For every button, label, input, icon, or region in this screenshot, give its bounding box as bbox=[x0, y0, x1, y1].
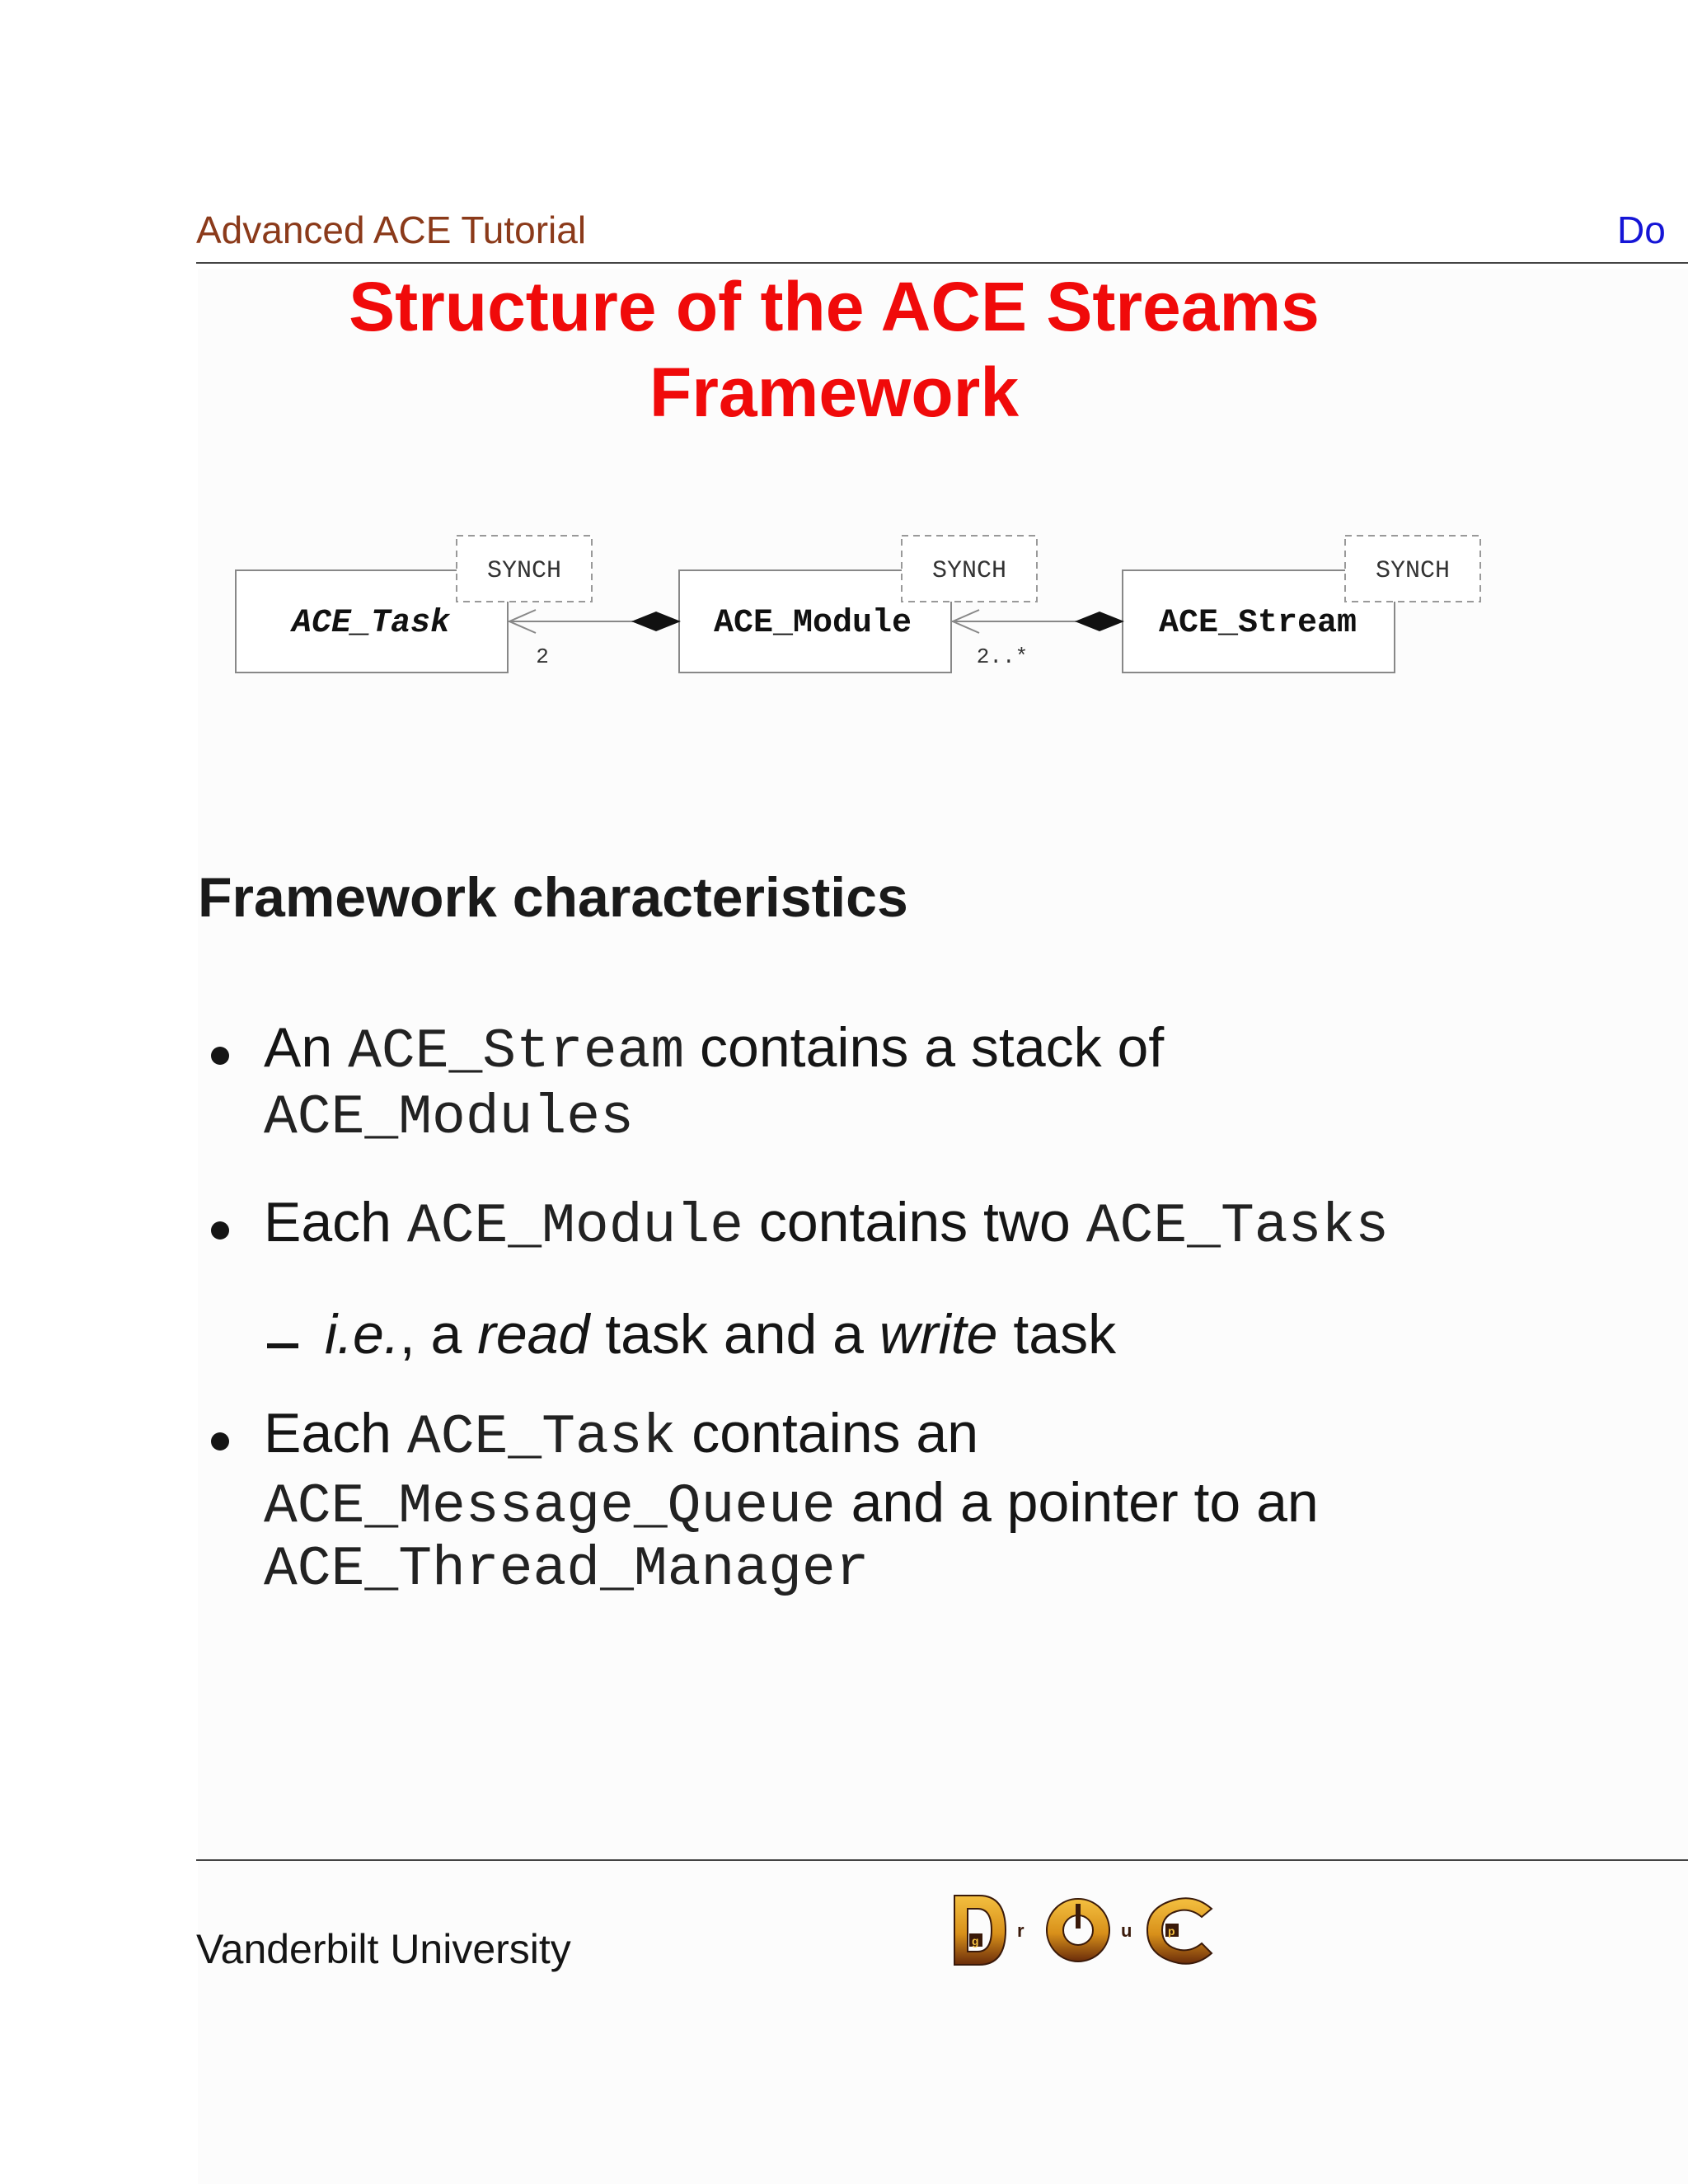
template-param-ace-task: SYNCH bbox=[486, 557, 562, 585]
slide-title-line-2: Framework bbox=[649, 354, 1020, 431]
class-name-ace-task: ACE_Task bbox=[291, 605, 451, 642]
composition-diamond-stream bbox=[1075, 612, 1124, 631]
logo-letter-r: r bbox=[1017, 1920, 1025, 1941]
multiplicity-module: 2..* bbox=[976, 644, 1029, 669]
bullet-2-text-b: contains two bbox=[743, 1191, 1086, 1254]
sub-bullet-read: read bbox=[477, 1303, 590, 1366]
bullet-3-line-3 bbox=[264, 1538, 870, 1601]
uml-diagram bbox=[0, 0, 1688, 742]
bullet-dot-2 bbox=[211, 1221, 229, 1240]
class-name-ace-stream: ACE_Stream bbox=[1158, 605, 1357, 642]
section-heading: Framework characteristics bbox=[198, 866, 908, 929]
bullet-dot-3 bbox=[211, 1432, 229, 1451]
logo-small-p: p bbox=[1168, 1924, 1175, 1938]
sub-bullet-text-a: , a bbox=[399, 1303, 478, 1366]
bullet-2-code-a: ACE_Module bbox=[406, 1195, 743, 1258]
footer-institution: Vanderbilt University bbox=[196, 1926, 571, 1972]
bullet-dot-1 bbox=[211, 1047, 229, 1065]
logo-letter-u: u bbox=[1121, 1920, 1132, 1941]
multiplicity-task: 2 bbox=[536, 644, 549, 669]
logo-letter-d bbox=[954, 1896, 1006, 1965]
bullet-3-code-b: ACE_Message_Queue bbox=[264, 1475, 836, 1539]
bullet-3-text-a: Each bbox=[264, 1402, 407, 1465]
bullet-3-text-c: and a pointer to an bbox=[835, 1471, 1319, 1534]
doc-group-logo bbox=[946, 1887, 1226, 1978]
sub-bullet-text-c: task bbox=[997, 1303, 1117, 1366]
logo-small-g: g bbox=[972, 1934, 979, 1947]
bullet-1-line-1 bbox=[264, 1015, 1164, 1084]
sub-bullet-dash bbox=[267, 1343, 298, 1348]
bullet-3-code-a: ACE_Task bbox=[406, 1406, 677, 1469]
bullet-1-text-a: An bbox=[264, 1016, 349, 1079]
bullet-2-code-b: ACE_Tasks bbox=[1085, 1195, 1390, 1258]
sub-bullet-write: write bbox=[879, 1303, 998, 1366]
class-name-ace-module: ACE_Module bbox=[713, 605, 912, 642]
sub-bullet-text-b: task and a bbox=[589, 1303, 879, 1366]
bullet-1-line-2 bbox=[264, 1086, 634, 1150]
bullet-1-code-b: ACE_Modules bbox=[264, 1086, 634, 1150]
bullet-3-text-b: contains an bbox=[676, 1402, 979, 1465]
bullet-2-line-1 bbox=[264, 1190, 1389, 1258]
sub-bullet-line bbox=[325, 1302, 1116, 1366]
bullet-1-text-b: contains a stack of bbox=[684, 1016, 1165, 1079]
composition-diamond-module bbox=[631, 612, 681, 631]
footer-rule bbox=[196, 1859, 1688, 1861]
bullet-3-line-1 bbox=[264, 1401, 978, 1469]
bullet-3-line-2 bbox=[264, 1470, 1319, 1539]
slide-title-line-1: Structure of the ACE Streams bbox=[349, 268, 1320, 345]
sub-bullet-ie: i.e. bbox=[325, 1303, 400, 1366]
bullet-1-code-a: ACE_Stream bbox=[348, 1020, 685, 1084]
header-title: Advanced ACE Tutorial bbox=[196, 209, 587, 251]
template-param-ace-module: SYNCH bbox=[931, 557, 1007, 585]
bullet-3-code-c: ACE_Thread_Manager bbox=[264, 1538, 870, 1601]
bullet-2-text-a: Each bbox=[264, 1191, 407, 1254]
logo-letter-c bbox=[1147, 1898, 1212, 1964]
template-param-ace-stream: SYNCH bbox=[1375, 557, 1451, 585]
header-nav-link[interactable]: Do bbox=[1617, 209, 1666, 251]
